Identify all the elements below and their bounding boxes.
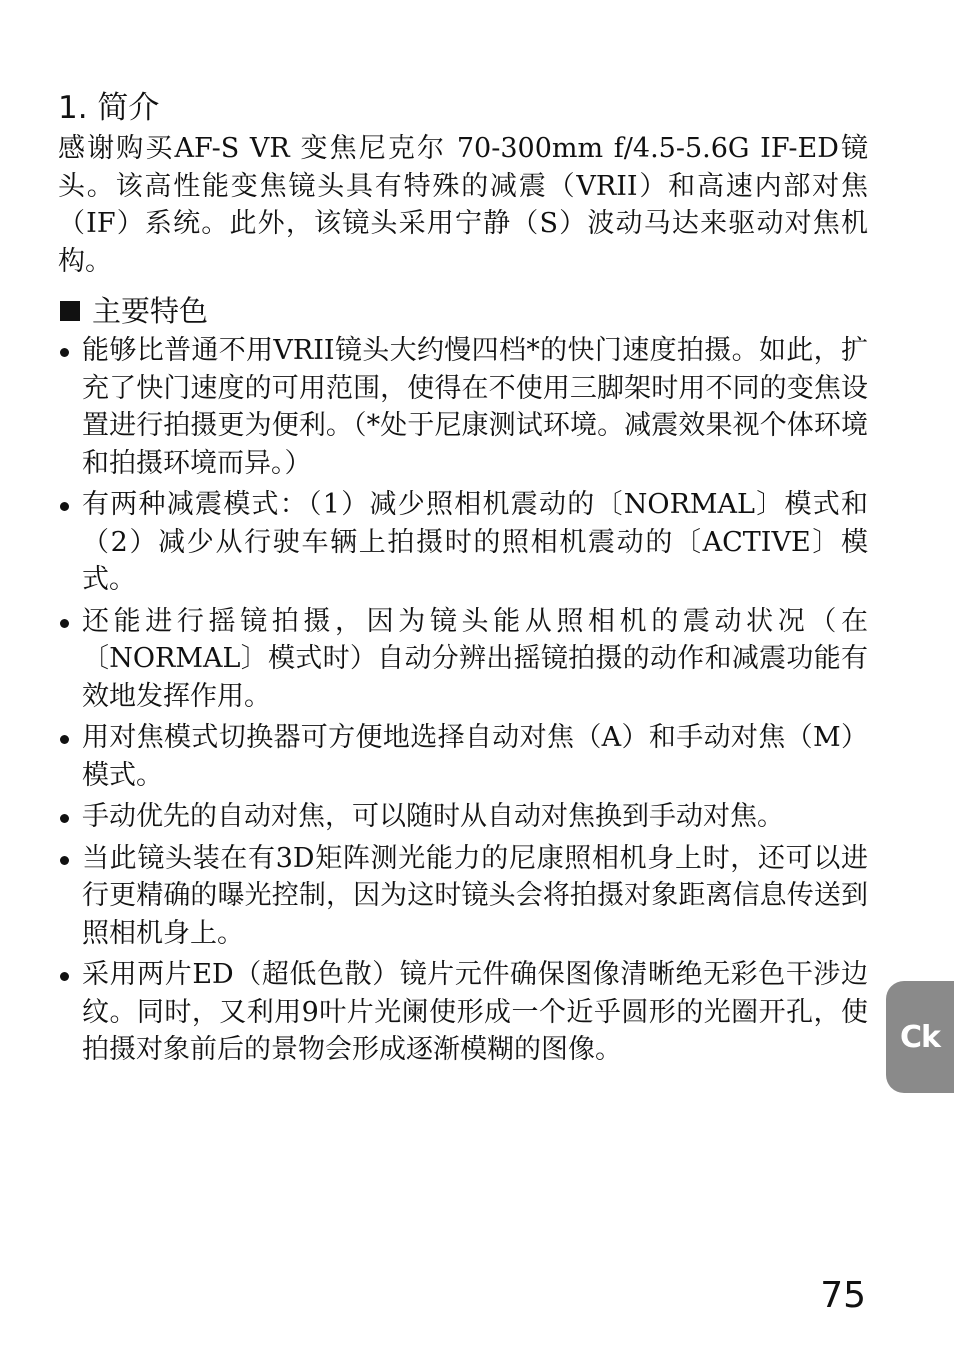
features-heading <box>58 292 868 330</box>
bullet-icon <box>60 814 69 823</box>
list-item-text: 当此镜头装在有3D矩阵测光能力的尼康照相机身上时，还可以进行更精确的曝光控制，因为这时镜头会将拍摄对象距离信息传送到照相机身上。 <box>82 842 868 949</box>
bullet-icon <box>60 502 69 511</box>
list-item <box>58 603 868 716</box>
bullet-icon <box>60 735 69 744</box>
square-bullet-icon <box>60 301 80 321</box>
list-item <box>58 956 868 1069</box>
page-number: 75 <box>820 1275 866 1316</box>
list-item-text: 手动优先的自动对焦，可以随时从自动对焦换到手动对焦。 <box>82 801 784 832</box>
list-item-text: 还能进行摇镜拍摄，因为镜头能从照相机的震动状况（在〔NORMAL〕模式时）自动分辨出摇镜拍摄的动作和减震功能有效地发挥作用。 <box>82 605 868 712</box>
intro-paragraph: 感谢购买AF-S VR 变焦尼克尔 70-300mm f/4.5-5.6G IF-ED镜头。该高性能变焦镜头具有特殊的减震（VRII）和高速内部对焦（IF）系统。此外，该镜头采用宁静（S）波动马达来驱动对焦机构。 <box>58 133 868 277</box>
list-item-text: 采用两片ED（超低色散）镜片元件确保图像清晰绝无彩色干涉边纹。同时，又利用9叶片光阑使形成一个近乎圆形的光圈开孔，使拍摄对象前后的景物会形成逐渐模糊的图像。 <box>82 959 868 1065</box>
list-item-text: 用对焦模式切换器可方便地选择自动对焦（A）和手动对焦（M）模式。 <box>82 722 868 791</box>
features-list <box>58 332 868 1069</box>
list-item-text: 能够比普通不用VRII镜头大约慢四档*的快门速度拍摄。如此，扩充了快门速度的可用范围，使得在不使用三脚架时用不同的变焦设置进行拍摄更为便利。（*处于尼康测试环境。减震效果视个体环境和拍摄环境而异。） <box>82 335 868 479</box>
bullet-icon <box>60 619 69 628</box>
list-item <box>58 840 868 953</box>
language-tab <box>886 981 954 1093</box>
bullet-icon <box>60 972 69 981</box>
list-item <box>58 719 868 794</box>
list-item-text: 有两种减震模式：（1）减少照相机震动的〔NORMAL〕模式和（2）减少从行驶车辆上拍摄时的照相机震动的〔ACTIVE〕模式。 <box>82 489 868 595</box>
bullet-icon <box>60 856 69 865</box>
list-item <box>58 798 868 836</box>
features-heading-text: 主要特色 <box>92 294 209 328</box>
section-title: 1. 简介 <box>58 90 160 126</box>
manual-page <box>58 88 868 1073</box>
bullet-icon <box>60 348 69 357</box>
list-item <box>58 332 868 482</box>
language-tab-label: Ck <box>900 1019 940 1055</box>
list-item <box>58 486 868 599</box>
